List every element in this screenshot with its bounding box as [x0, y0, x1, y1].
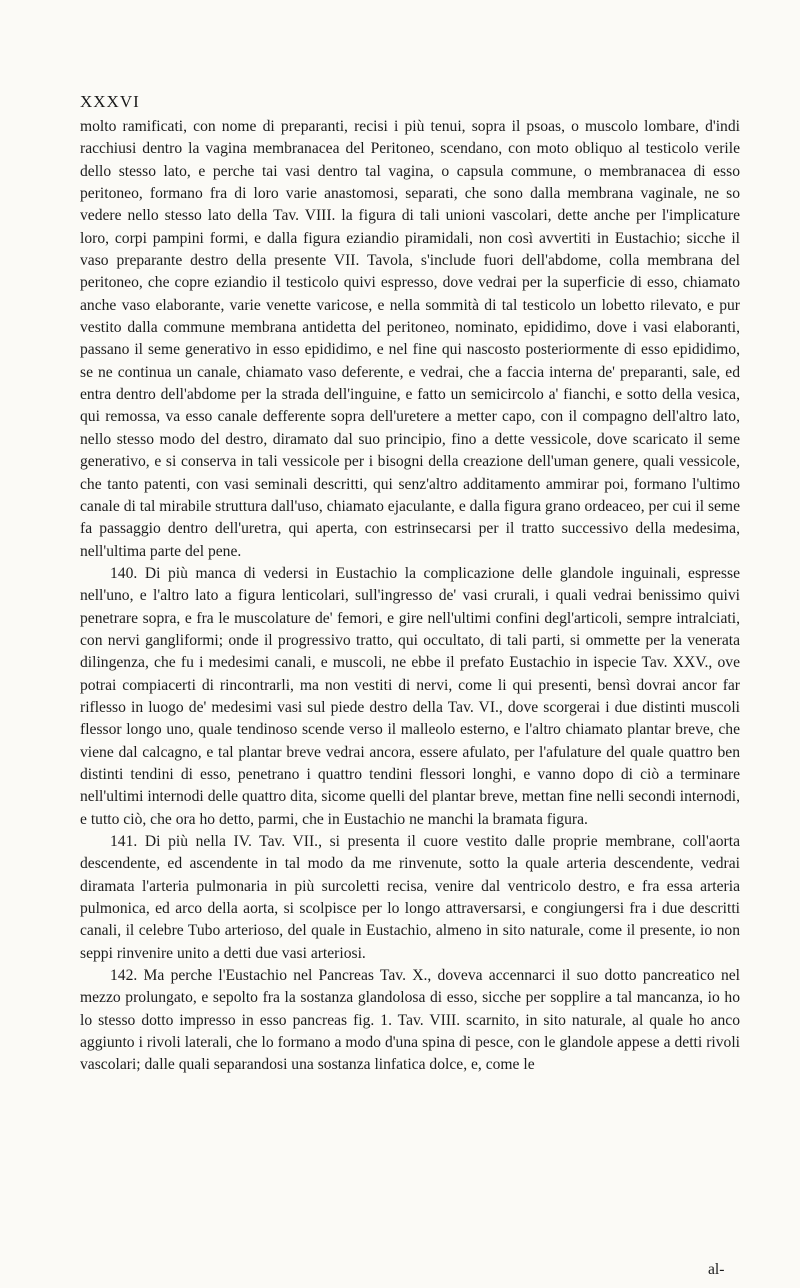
paragraph-continued: molto ramificati, con nome di preparanti, recisi i più tenui, sopra il psoas, o muscolo lombare, d'indi racchiusi dentro la vagina membranacea del Peritoneo, scendano, con moto obliquo al testicolo verile dello stesso lato, e perche tai vasi dentro tal vagina, o capsula commune, o membranacea di esso peritoneo, formano fra di loro varie anastomosi, separati, che sono dalla membrana vaginale, ne so vedere nello stesso lato della Tav. VIII. la figura di tali unioni vascolari, dette anche per l'implicature loro, corpi pampini formi, e dalla figura eziandio piramidali, non così avvertiti in Eustachio; sicche il vaso preparante destro della presente VII. Tavola, s'include fuori dell'abdome, colla membrana del peritoneo, che copre eziandio il testicolo quivi espresso, dove vedrai per la superficie di esso, chiamato anche vaso elaborante, varie venette varicose, e nella sommità di tal testicolo un lobetto rilevato, e pur vestito dalla commune membrana antidetta del peritoneo, nominato, epididimo, dove i vasi elaboranti, passano il seme generativo in esso epididimo, e nel fine qui nascosto posteriormente di esso epididimo, se ne continua un canale, chiamato vaso deferente, e vedrai, che a faccia interna de' preparanti, sale, ed entra dentro dell'abdome per la strada dell'inguine, e fatto un semicircolo a' fianchi, e sotto della vesica, qui remossa, va esso canale defferente sopra dell'uretere a metter capo, con il compagno dell'altro lato, nello stesso modo del destro, diramato dal suo principio, fino a dette vessicole, dove scaricato il seme generativo, e si conserva in tali vessicole per i bisogni della creazione dell'uman genere, quali vessicole, che tanto patenti, con vasi seminali descritti, qui senz'altro additamento ammirar poi, formano l'ultimo canale di tal mirabile struttura dall'uso, chiamato ejaculante, e dalla figura grano ordeaceo, per cui il seme fa passaggio dentro dell'uretra, qui aperta, con estrinsecarsi per il tratto successivo della medesima, nell'ultima parte del pene. — [80, 118, 740, 560]
catchword: al- — [708, 1261, 725, 1278]
paragraph-141: 141. Di più nella IV. Tav. VII., si presenta il cuore vestito dalle proprie membrane, coll'aorta descendente, ed ascendente in tal modo da me rinvenute, sotto la quale arteria descendente, vedrai diramata l'arteria pulmonaria in più surcoletti recisa, venire dal ventricolo destro, e fra essa arteria pulmonica, ed arco della aorta, si scolpisce per lo longo attraversarsi, e congiungersi fra i due descritti canali, il celebre Tubo arterioso, del quale in Eustachio, almeno in sito naturale, come il presente, io non seppi rinvenire unito a detti due vasi arteriosi. — [80, 833, 740, 962]
body-text — [80, 116, 740, 1077]
paragraph-140: 140. Di più manca di vedersi in Eustachio la complicazione delle glandole inguinali, espresse nell'uno, e l'altro lato a figura lenticolari, sull'ingresso de' vasi crurali, i quali vedrai benissimo quivi penetrare sopra, e fra le muscolature de' femori, e gire nell'ultimi confini degl'articoli, sempre intralciati, con nervi gangliformi; onde il progressivo tratto, qui occultato, di tali parti, si ommette per la venerata dilingenza, che fu i medesimi canali, e muscoli, ne ebbe il prefato Eustachio in ispecie Tav. XXV., ove potrai compiacerti di rincontrarli, ma non vestiti di nervi, come li qui presenti, bensì dovrai ancor far riflesso in luogo de' medesimi vasi sul piede destro della Tav. VI., dove scorgerai i due distinti muscoli flessor longo uno, quale tendinoso scende verso il malleolo esterno, e l'altro chiamato plantar breve, che viene dal calcagno, e tal plantar breve vedrai ancora, essere afulato, per l'afulature del quale quattro ben distinti tendini di esso, penetrano i quattro tendini flessori longhi, e vanno dopo di ciò a terminare nell'ultimi internodi delle quattro dita, sicome quelli del plantar breve, mettan fine nelli secondi internodi, e tutto ciò, che ora ho detto, parmi, che in Eustachio ne manchi la bramata figura. — [80, 564, 740, 828]
page-number: XXXVI — [80, 92, 140, 111]
paragraph-142: 142. Ma perche l'Eustachio nel Pancreas Tav. X., doveva accennarci il suo dotto pancreatico nel mezzo prolungato, e sepolto fra la sostanza glandolosa di esso, sicche per sopplire a tal mancanza, io ho lo stesso dotto impresso in esso pancreas fig. 1. Tav. VIII. scarnito, in sito naturale, al quale ho anco aggiunto i rivoli laterali, che lo formano a modo d'una spina di pesce, con le glandole appese a detti rivoli vascolari; dalle quali separandosi una sostanza linfatica dolce, e, come le — [80, 967, 740, 1074]
